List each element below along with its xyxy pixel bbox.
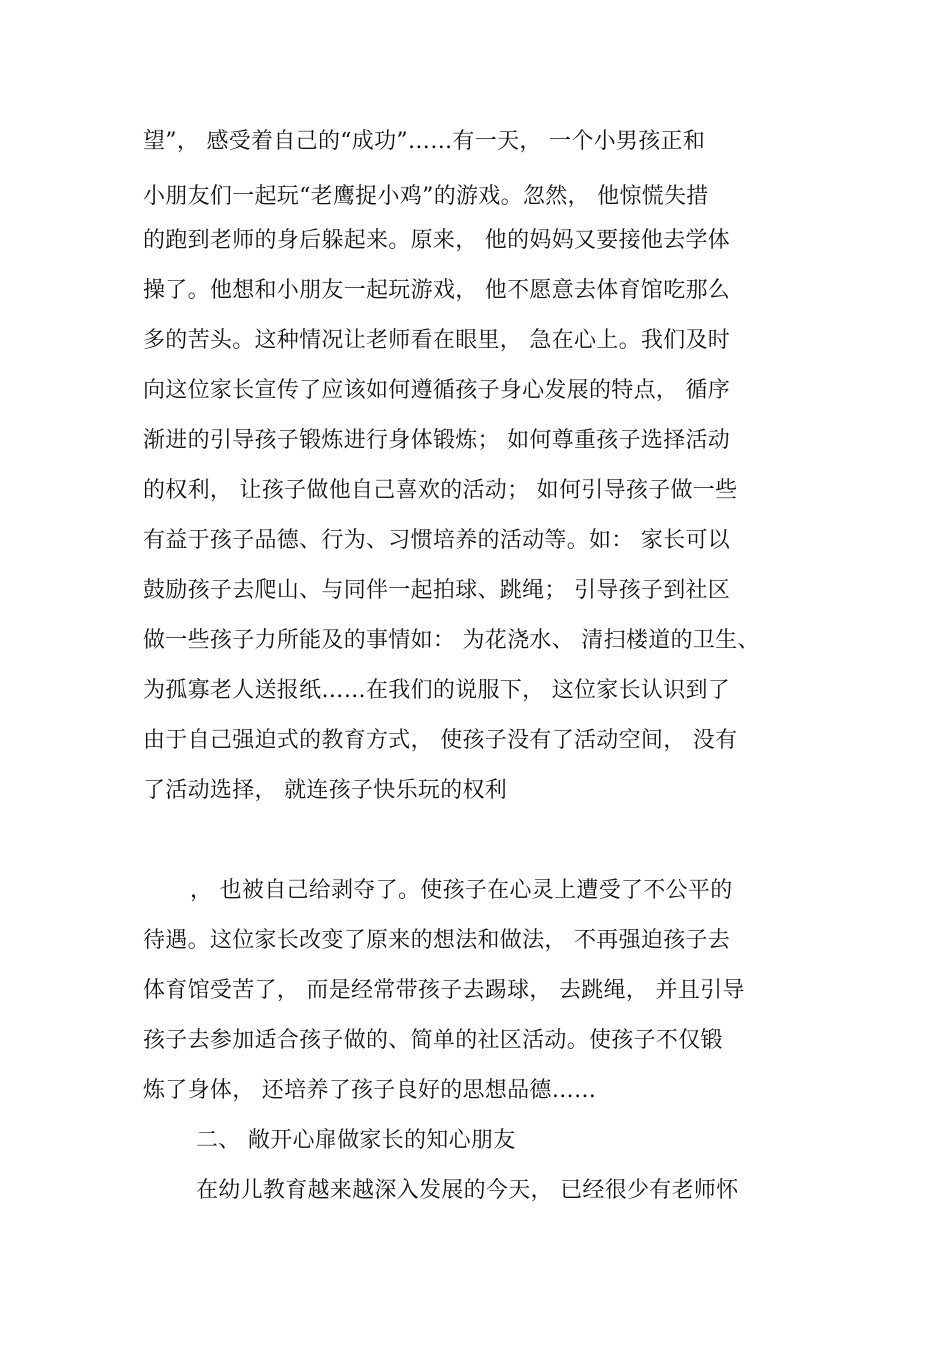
text-line: 待遇。这位家长改变了原来的想法和做法， 不再强迫孩子去 — [143, 928, 731, 953]
text-line: 鼓励孩子去爬山、与同伴一起拍球、跳绳； 引导孩子到社区 — [143, 578, 731, 603]
text-line: 渐进的引导孩子锻炼进行身体锻炼； 如何尊重孩子选择活动 — [143, 428, 731, 453]
text-line: 有益于孩子品德、行为、习惯培养的活动等。如： 家长可以 — [143, 528, 731, 553]
text-line: 多的苦头。这种情况让老师看在眼里， 急在心上。我们及时 — [143, 328, 731, 353]
text-line: 在幼儿教育越来越深入发展的今天， 已经很少有老师怀 — [196, 1178, 739, 1203]
text-line: ， 也被自己给剥夺了。使孩子在心灵上遭受了不公平的 — [190, 878, 733, 903]
text-line: 炼了身体， 还培养了孩子良好的思想品德…… — [143, 1078, 597, 1103]
text-line: 为孤寡老人送报纸……在我们的说服下， 这位家长认识到了 — [143, 678, 731, 703]
text-line: 操了。他想和小朋友一起玩游戏， 他不愿意去体育馆吃那么 — [143, 278, 731, 303]
text-line: 的权利， 让孩子做他自己喜欢的活动； 如何引导孩子做一些 — [143, 478, 738, 503]
text-line: 体育馆受苦了， 而是经常带孩子去踢球， 去跳绳， 并且引导 — [143, 978, 745, 1003]
text-line: 小朋友们一起玩“老鹰捉小鸡”的游戏。忽然， 他惊慌失措 — [143, 184, 709, 209]
text-line: 做一些孩子力所能及的事情如： 为花浇水、 清扫楼道的卫生、 — [143, 628, 760, 653]
text-line: 的跑到老师的身后躲起来。原来， 他的妈妈又要接他去学体 — [143, 228, 731, 253]
text-line: 向这位家长宣传了应该如何遵循孩子身心发展的特点， 循序 — [143, 378, 731, 403]
section-heading: 二、 敞开心扉做家长的知心朋友 — [196, 1128, 516, 1153]
text-line: 孩子去参加适合孩子做的、简单的社区活动。使孩子不仅锻 — [143, 1028, 723, 1053]
text-line: 由于自己强迫式的教育方式， 使孩子没有了活动空间， 没有 — [143, 728, 738, 753]
text-line: 了活动选择， 就连孩子快乐玩的权利 — [143, 778, 508, 803]
text-line: 望”， 感受着自己的“成功”……有一天， 一个小男孩正和 — [143, 129, 706, 154]
